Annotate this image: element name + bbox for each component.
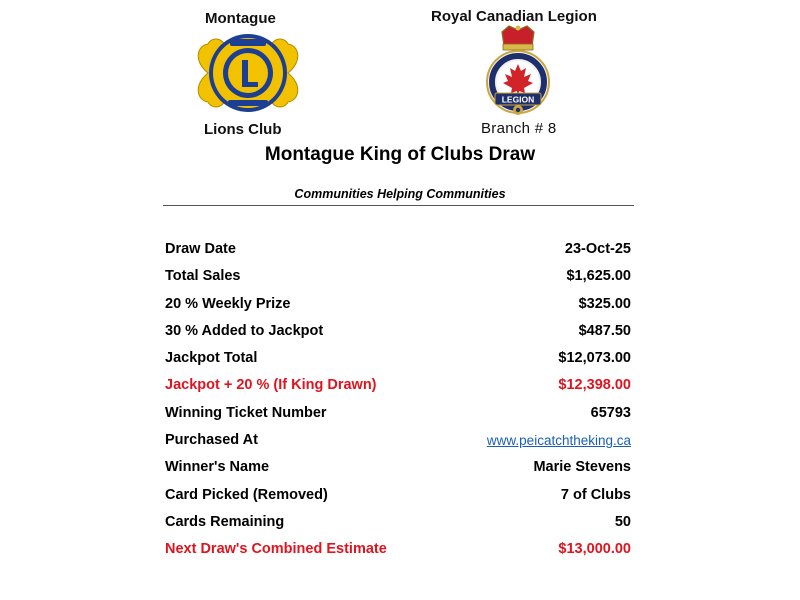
row-value: $487.50 [578,322,631,339]
lions-club-subtitle: Lions Club [204,121,282,138]
row-value: $13,000.00 [558,541,631,558]
row-added-to-jackpot [165,318,631,345]
row-label: Total Sales [165,268,241,285]
row-value: 23-Oct-25 [564,241,631,257]
draw-results-table [165,236,631,564]
row-total-sales [165,263,631,290]
row-next-draw-estimate [165,536,631,563]
row-jackpot-total [165,345,631,372]
header-divider [163,205,634,206]
legion-name: Royal Canadian Legion [431,8,597,25]
row-label: 20 % Weekly Prize [165,295,291,312]
row-value: $12,073.00 [558,350,631,367]
row-winning-ticket [165,400,631,427]
row-value: 50 [614,513,631,530]
row-card-picked [165,482,631,509]
row-label: Winning Ticket Number [165,404,327,421]
row-value: $325.00 [578,295,631,312]
row-label: 30 % Added to Jackpot [165,322,324,339]
lions-international-emblem-icon [190,30,306,116]
page-subtitle: Communities Helping Communities [294,187,506,201]
svg-text:LEGION: LEGION [501,94,535,105]
row-label: Next Draw's Combined Estimate [165,541,387,558]
row-value: Marie Stevens [533,459,631,476]
row-weekly-prize [165,291,631,318]
row-label: Draw Date [165,241,236,257]
row-label: Purchased At [165,432,258,449]
row-purchased-at [165,427,631,454]
page-title: Montague King of Clubs Draw [264,144,536,165]
row-value: 7 of Clubs [560,486,631,503]
legion-branch: Branch # 8 [481,120,557,137]
row-label: Jackpot Total [165,350,258,367]
row-label: Jackpot + 20 % (If King Drawn) [165,377,377,394]
row-value: 65793 [590,404,631,421]
lions-club-name: Montague [205,10,276,27]
row-label: Card Picked (Removed) [165,486,328,503]
row-winner-name [165,454,631,481]
purchase-website-link[interactable]: www.peicatchtheking.ca [486,433,631,449]
row-cards-remaining [165,509,631,536]
row-jackpot-if-king-drawn [165,372,631,399]
legion-badge-icon [482,24,554,118]
row-value: $12,398.00 [558,377,631,394]
row-value: $1,625.00 [566,268,631,285]
row-label: Winner's Name [165,459,270,476]
row-label: Cards Remaining [165,513,285,530]
row-draw-date [165,236,631,263]
